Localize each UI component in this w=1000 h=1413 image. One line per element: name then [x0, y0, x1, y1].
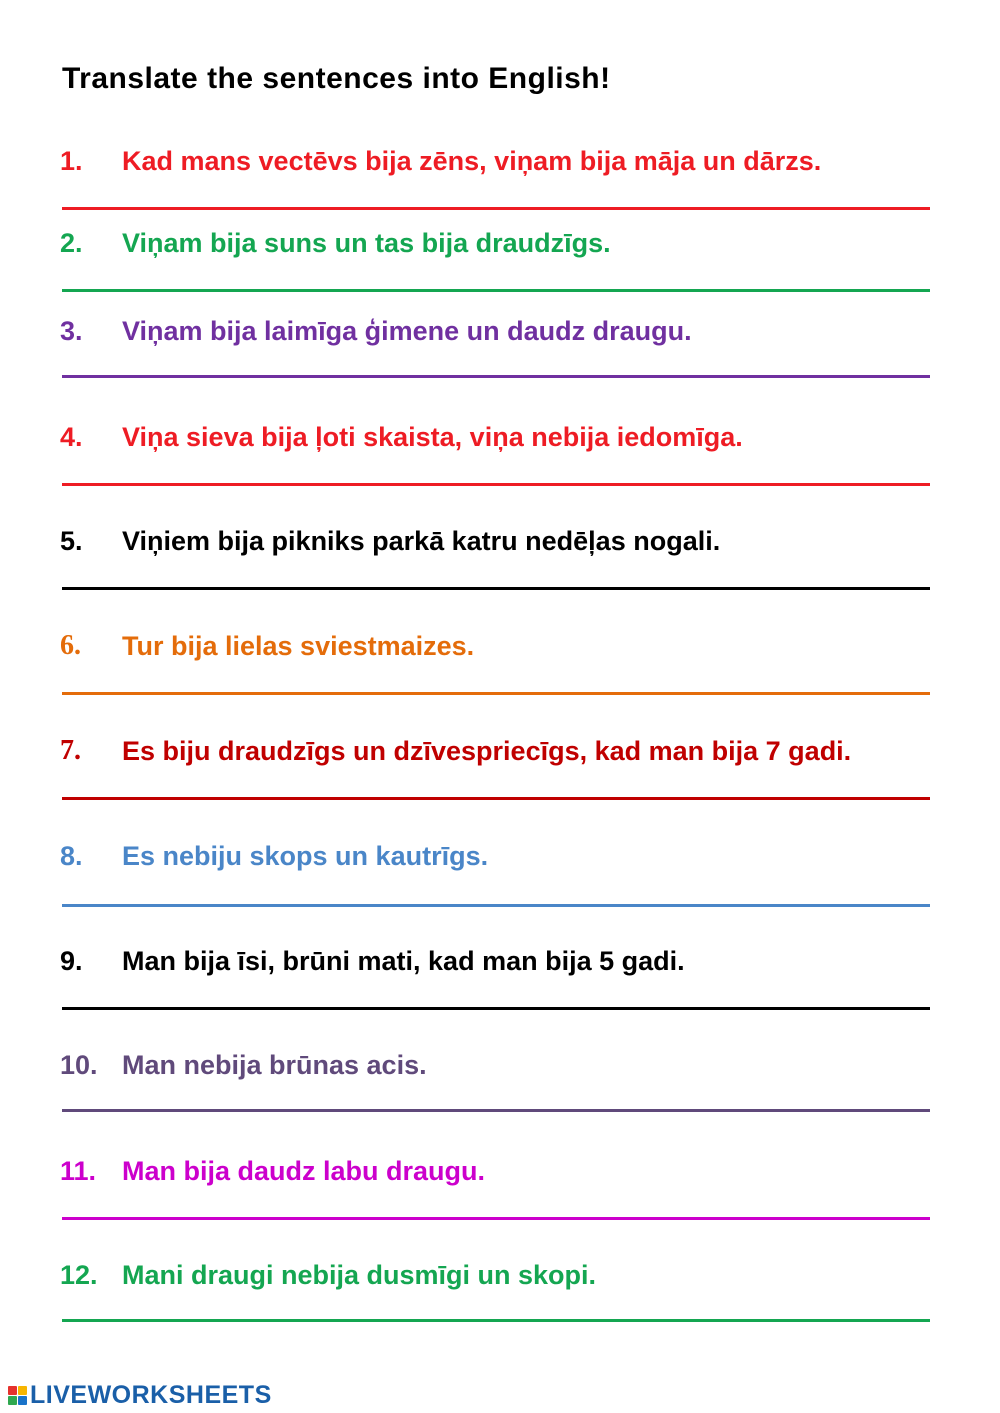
- sentence-number: 1.: [60, 146, 83, 176]
- logo-text: LIVEWORKSHEETS: [30, 1380, 272, 1409]
- logo-square-blue: [18, 1396, 27, 1405]
- sentence-item: [0, 733, 1000, 843]
- sentence-number: 8.: [60, 841, 83, 871]
- answer-line[interactable]: [62, 1109, 930, 1112]
- sentence-text: Man bija īsi, brūni mati, kad man bija 5 gadi.: [122, 946, 685, 976]
- sentence-text: Tur bija lielas sviestmaizes.: [122, 631, 475, 661]
- sentence-item: [0, 1257, 1000, 1367]
- answer-line[interactable]: [62, 587, 930, 590]
- sentence-text: Kad mans vectēvs bija zēns, viņam bija māja un dārzs.: [122, 146, 822, 176]
- sentence-text: Viņiem bija pikniks parkā katru nedēļas nogali.: [122, 526, 721, 556]
- answer-line[interactable]: [62, 375, 930, 378]
- answer-line[interactable]: [62, 1319, 930, 1322]
- answer-line[interactable]: [62, 692, 930, 695]
- sentence-number: 11.: [60, 1156, 97, 1186]
- sentence-item: [0, 313, 1000, 423]
- sentence-item: [0, 1047, 1000, 1157]
- sentence-text: Viņam bija suns un tas bija draudzīgs.: [122, 228, 611, 258]
- sentence-text: Mani draugi nebija dusmīgi un skopi.: [122, 1260, 597, 1290]
- answer-line[interactable]: [62, 483, 930, 486]
- logo-square-red: [8, 1386, 17, 1395]
- sentence-item: [0, 628, 1000, 738]
- answer-line[interactable]: [62, 207, 930, 210]
- answer-line[interactable]: [62, 1007, 930, 1010]
- sentence-number: 12.: [60, 1260, 98, 1290]
- sentence-item: [0, 523, 1000, 633]
- sentence-number: 7.: [60, 735, 81, 766]
- footer-logo: [8, 1380, 272, 1410]
- logo-square-yellow: [18, 1386, 27, 1395]
- sentence-number: 6.: [60, 630, 81, 661]
- sentence-text: Viņa sieva bija ļoti skaista, viņa nebija iedomīga.: [122, 422, 743, 452]
- liveworksheets-logo-icon: [8, 1386, 27, 1405]
- sentence-item: [0, 419, 1000, 529]
- sentence-number: 10.: [60, 1050, 98, 1080]
- answer-line[interactable]: [62, 289, 930, 292]
- logo-square-green: [8, 1396, 17, 1405]
- answer-line[interactable]: [62, 797, 930, 800]
- sentence-text: Es nebiju skops un kautrīgs.: [122, 841, 489, 871]
- sentence-item: [0, 943, 1000, 1053]
- sentence-text: Man bija daudz labu draugu.: [122, 1156, 486, 1186]
- sentence-text: Viņam bija laimīga ģimene un daudz draugu.: [122, 316, 692, 346]
- sentence-item: [0, 838, 1000, 948]
- sentence-item: [0, 1153, 1000, 1263]
- worksheet-title: Translate the sentences into English!: [62, 62, 611, 95]
- sentence-number: 5.: [60, 526, 83, 556]
- sentence-text: Man nebija brūnas acis.: [122, 1050, 427, 1080]
- sentence-number: 9.: [60, 946, 83, 976]
- sentence-number: 2.: [60, 228, 83, 258]
- answer-line[interactable]: [62, 904, 930, 907]
- sentence-text: Es biju draudzīgs un dzīvespriecīgs, kad man bija 7 gadi.: [122, 736, 852, 766]
- sentence-number: 4.: [60, 422, 83, 452]
- sentence-number: 3.: [60, 316, 83, 346]
- answer-line[interactable]: [62, 1217, 930, 1220]
